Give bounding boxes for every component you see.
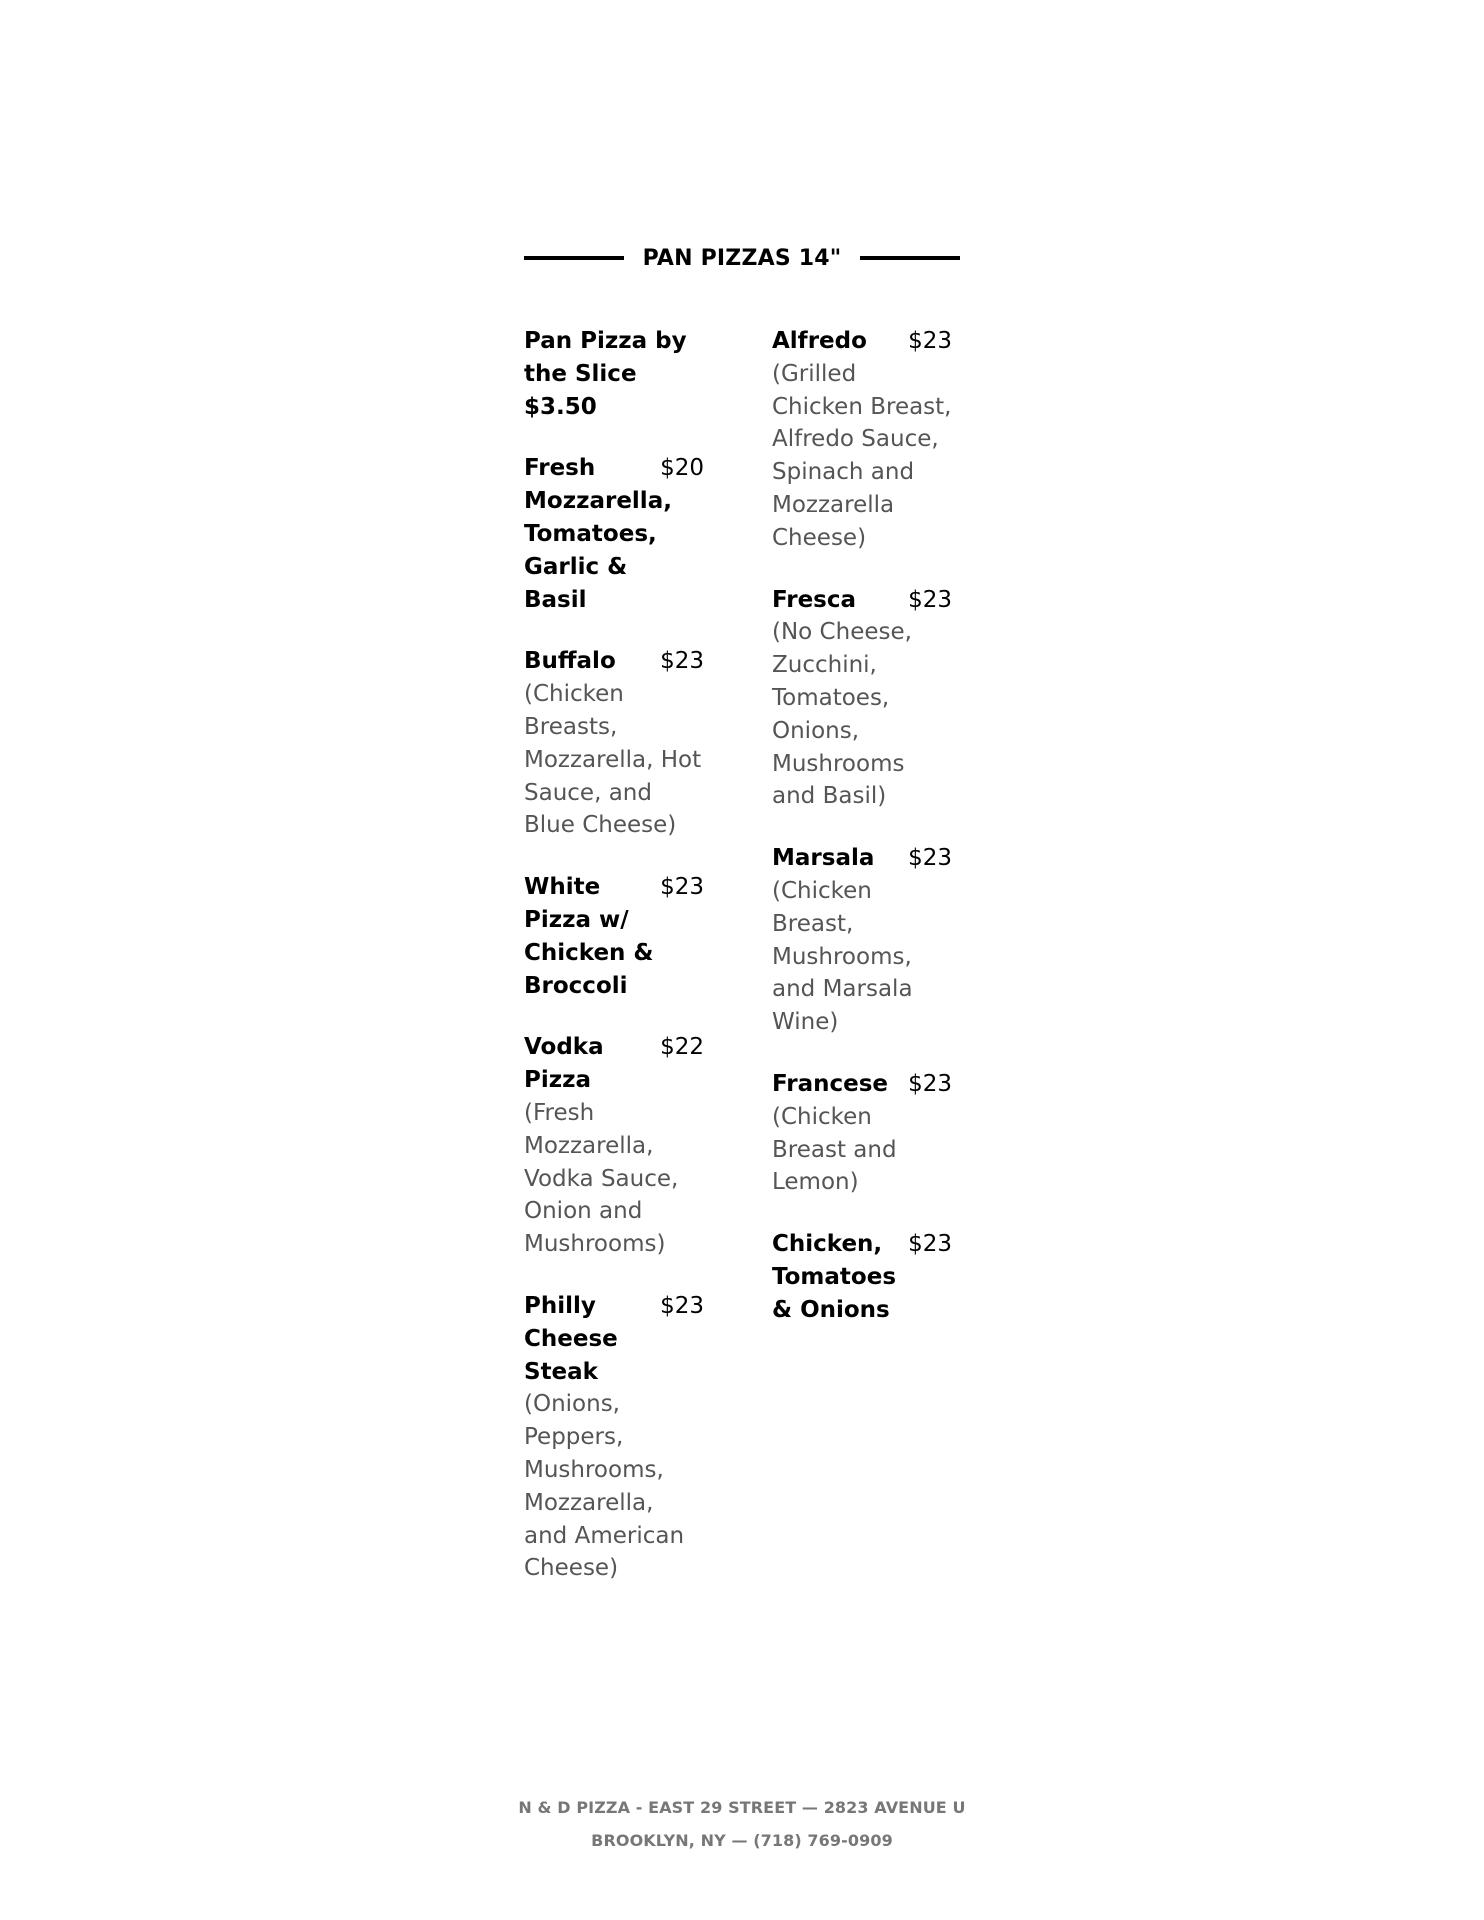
item-name: Pan Pizza by the Slice $3.50: [524, 328, 687, 420]
item-price: $23: [660, 648, 704, 675]
item-name: White Pizza w/ Chicken & Broccoli: [524, 874, 654, 999]
menu-item: [524, 452, 704, 616]
item-name: Alfredo: [772, 328, 867, 354]
item-price: $23: [908, 1231, 952, 1258]
section-header: [524, 240, 960, 276]
item-name: Vodka Pizza: [524, 1034, 604, 1094]
item-price: $23: [908, 586, 952, 613]
item-price: $23: [908, 1070, 952, 1097]
menu-item: [772, 325, 952, 555]
item-name: Fresca: [772, 586, 857, 613]
menu-column-right: [772, 325, 952, 1356]
item-name: Marsala: [772, 845, 875, 872]
footer-contact: BROOKLYN, NY — (718) 769-0909: [591, 1831, 893, 1850]
item-name: Buffalo: [524, 648, 616, 675]
menu-item: [772, 584, 952, 814]
item-description: (Chicken Breasts, Mozzarella, Hot Sauce, and Blue Cheese): [524, 681, 702, 839]
item-price: $22: [660, 1034, 704, 1061]
menu-column-left: [524, 325, 704, 1614]
item-description: (Chicken Breast, Mushrooms, and Marsala Wine): [772, 877, 913, 1036]
footer-address: N & D PIZZA - EAST 29 STREET — 2823 AVENUE U: [518, 1798, 966, 1817]
menu-item: [524, 871, 704, 1002]
section-title: PAN PIZZAS 14": [642, 245, 842, 271]
menu-item: [524, 1290, 704, 1585]
item-name: Philly Cheese Steak: [524, 1292, 618, 1385]
item-description: (Chicken Breast and Lemon): [772, 1103, 897, 1196]
menu-item: [772, 1228, 952, 1326]
item-price: $23: [908, 328, 952, 354]
item-price: $23: [660, 874, 704, 901]
header-rule-left: [524, 256, 624, 260]
item-price: $23: [908, 845, 952, 872]
item-description: (No Cheese, Zucchini, Tomatoes, Onions, Mushrooms and Basil): [772, 619, 912, 810]
item-price: $20: [660, 455, 704, 482]
menu-item: [524, 325, 704, 423]
item-description: (Fresh Mozzarella, Vodka Sauce, Onion and Mushrooms): [524, 1099, 679, 1258]
item-description: (Onions, Peppers, Mushrooms, Mozzarella, and American Cheese): [524, 1391, 685, 1582]
menu-item: [524, 1031, 704, 1261]
menu-item: [772, 1068, 952, 1199]
header-rule-right: [860, 256, 960, 260]
item-price: $23: [660, 1292, 704, 1319]
item-name: Fresh Mozzarella, Tomatoes, Garlic & Basil: [524, 455, 672, 613]
menu-item: [772, 842, 952, 1039]
menu-item: [524, 645, 704, 842]
item-description: (Grilled Chicken Breast, Alfredo Sauce, Spinach and Mozzarella Cheese): [772, 360, 952, 551]
item-name: Chicken, Tomatoes & Onions: [772, 1231, 897, 1323]
item-name: Francese: [772, 1070, 888, 1097]
